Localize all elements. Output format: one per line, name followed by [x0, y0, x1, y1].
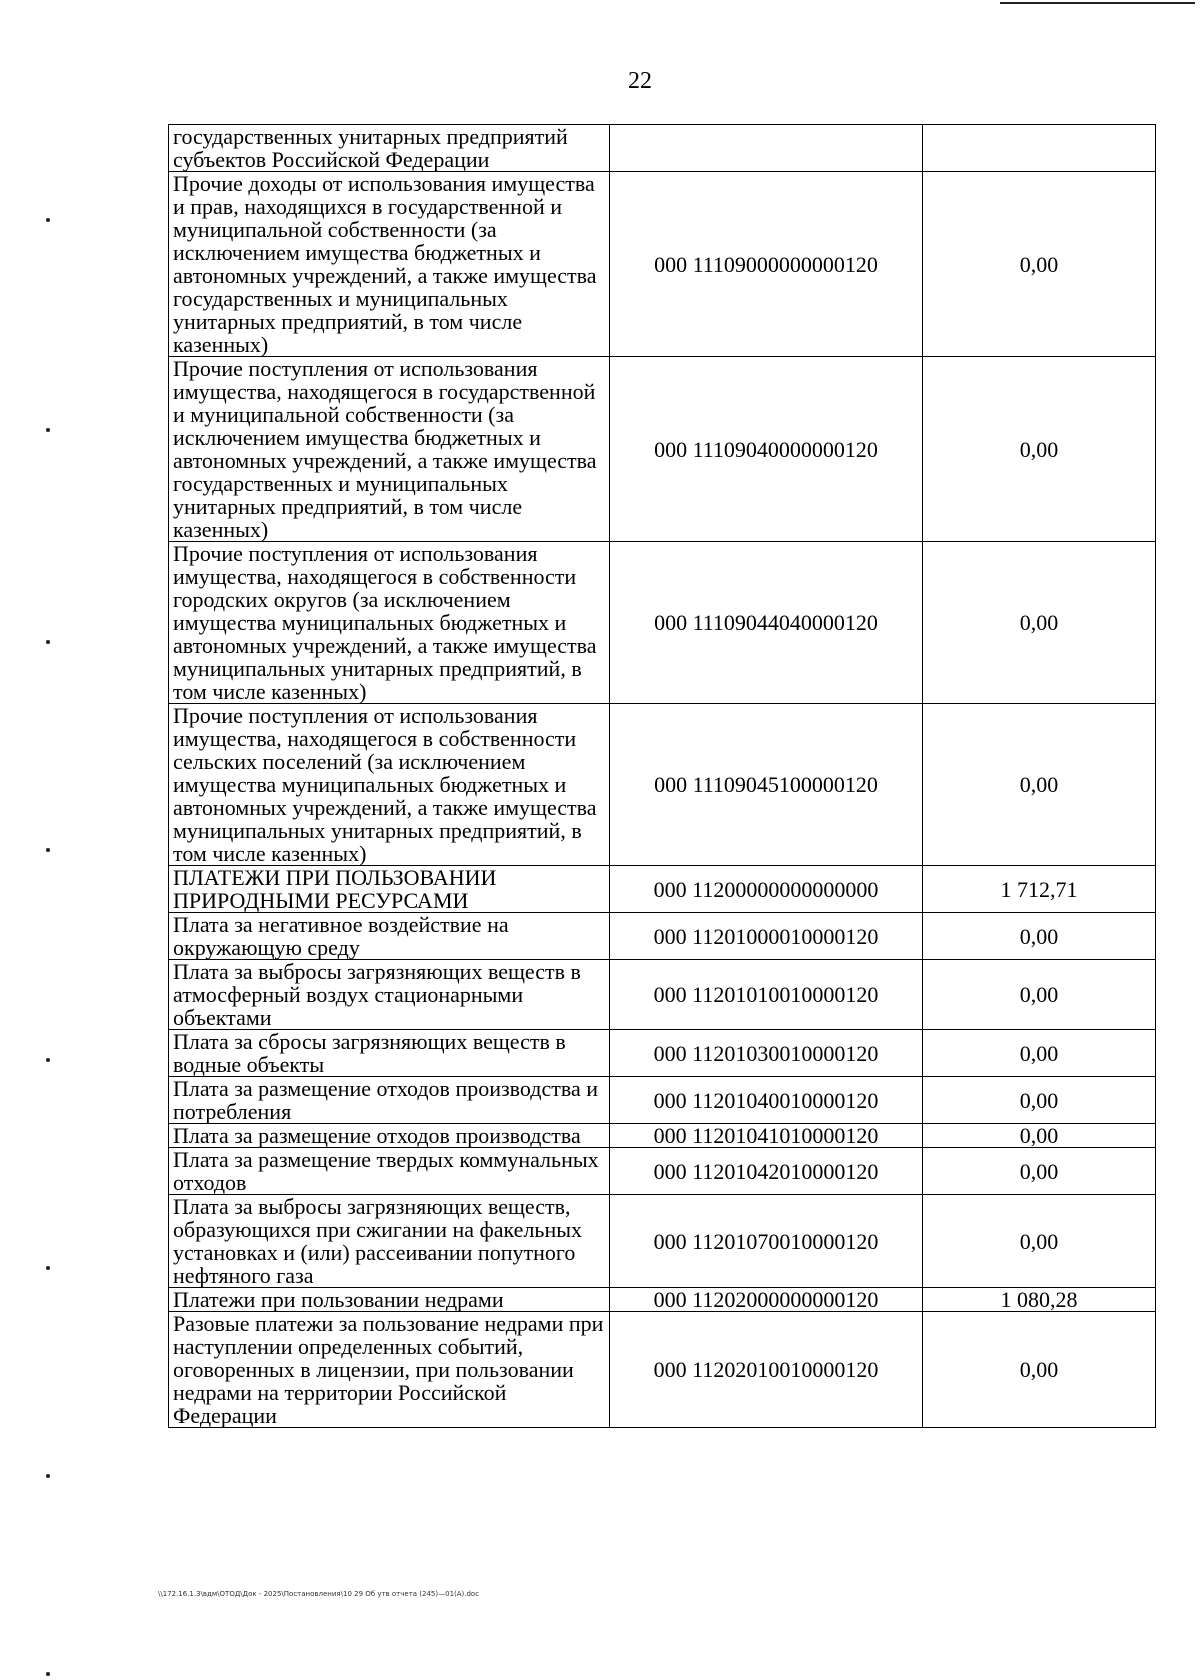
margin-speck — [46, 218, 50, 222]
row-name-cell: Плата за негативное воздействие на окружающую среду — [169, 913, 610, 960]
row-value-cell: 0,00 — [923, 1312, 1156, 1428]
margin-speck — [46, 1672, 50, 1676]
row-name-cell: Прочие доходы от использования имущества и прав, находящихся в государственной и муниципальной собственности (за исключением имущества бюджетных и автономных учреждений, а также имущества государственных и муниципальных унитарных предприятий, в том числе казенных) — [169, 172, 610, 357]
row-code-cell: 000 11202010010000120 — [610, 1312, 923, 1428]
row-value-cell: 0,00 — [923, 1077, 1156, 1124]
table-row — [169, 357, 1156, 542]
row-code-cell — [610, 125, 923, 172]
row-name-cell: Прочие поступления от использования имущества, находящегося в государственной и муниципальной собственности (за исключением имущества бюджетных и автономных учреждений, а также имущества государственных и муниципальных унитарных предприятий, в том числе казенных) — [169, 357, 610, 542]
margin-speck — [46, 1058, 50, 1062]
table-row — [169, 913, 1156, 960]
row-code-cell: 000 11201040010000120 — [610, 1077, 923, 1124]
table-row — [169, 1077, 1156, 1124]
row-value-cell: 1 080,28 — [923, 1288, 1156, 1312]
revenue-table-body — [169, 125, 1156, 1428]
row-value-cell: 0,00 — [923, 1030, 1156, 1077]
row-value-cell: 0,00 — [923, 1124, 1156, 1148]
row-code-cell: 000 11201000010000120 — [610, 913, 923, 960]
row-value-cell: 0,00 — [923, 1195, 1156, 1288]
row-code-cell: 000 11201042010000120 — [610, 1148, 923, 1195]
margin-speck — [46, 848, 50, 852]
row-name-cell: Плата за размещение отходов производства — [169, 1124, 610, 1148]
row-value-cell — [923, 125, 1156, 172]
row-name-cell: Плата за выбросы загрязняющих веществ, образующихся при сжигании на факельных установках и (или) рассеивании попутного нефтяного газа — [169, 1195, 610, 1288]
table-row — [169, 125, 1156, 172]
page-number: 22 — [628, 68, 652, 94]
table-row — [169, 1195, 1156, 1288]
row-code-cell: 000 11200000000000000 — [610, 866, 923, 913]
row-value-cell: 0,00 — [923, 704, 1156, 866]
revenue-table — [168, 124, 1156, 1428]
row-name-cell: ПЛАТЕЖИ ПРИ ПОЛЬЗОВАНИИ ПРИРОДНЫМИ РЕСУРСАМИ — [169, 866, 610, 913]
row-value-cell: 0,00 — [923, 172, 1156, 357]
table-row — [169, 172, 1156, 357]
row-value-cell: 0,00 — [923, 357, 1156, 542]
row-code-cell: 000 11202000000000120 — [610, 1288, 923, 1312]
margin-speck — [46, 640, 50, 644]
row-name-cell: государственных унитарных предприятий субъектов Российской Федерации — [169, 125, 610, 172]
row-value-cell: 0,00 — [923, 960, 1156, 1030]
file-path-footer: \\172.16.1.3\вдм\ОТОД\Док - 2025\Постановления\10 29 Об утв отчета (245)—01(А).doc — [158, 1590, 480, 1598]
table-row — [169, 704, 1156, 866]
row-value-cell: 0,00 — [923, 1148, 1156, 1195]
row-value-cell: 1 712,71 — [923, 866, 1156, 913]
margin-speck — [46, 1474, 50, 1478]
table-row — [169, 866, 1156, 913]
row-name-cell: Платежи при пользовании недрами — [169, 1288, 610, 1312]
row-name-cell: Прочие поступления от использования имущества, находящегося в собственности сельских поселений (за исключением имущества муниципальных бюджетных и автономных учреждений, а также имущества муниципальных унитарных предприятий, в том числе казенных) — [169, 704, 610, 866]
row-name-cell: Прочие поступления от использования имущества, находящегося в собственности городских округов (за исключением имущества муниципальных бюджетных и автономных учреждений, а также имущества муниципальных унитарных предприятий, в том числе казенных) — [169, 542, 610, 704]
row-name-cell: Разовые платежи за пользование недрами при наступлении определенных событий, оговоренных в лицензии, при пользовании недрами на территории Российской Федерации — [169, 1312, 610, 1428]
row-code-cell: 000 11201041010000120 — [610, 1124, 923, 1148]
table-row — [169, 960, 1156, 1030]
row-name-cell: Плата за сбросы загрязняющих веществ в водные объекты — [169, 1030, 610, 1077]
row-value-cell: 0,00 — [923, 542, 1156, 704]
table-row — [169, 1148, 1156, 1195]
row-name-cell: Плата за размещение отходов производства и потребления — [169, 1077, 610, 1124]
table-row — [169, 1124, 1156, 1148]
row-name-cell: Плата за размещение твердых коммунальных отходов — [169, 1148, 610, 1195]
margin-speck — [46, 428, 50, 432]
table-row — [169, 542, 1156, 704]
row-name-cell: Плата за выбросы загрязняющих веществ в атмосферный воздух стационарными объектами — [169, 960, 610, 1030]
row-code-cell: 000 11201030010000120 — [610, 1030, 923, 1077]
table-row — [169, 1030, 1156, 1077]
table-row — [169, 1288, 1156, 1312]
top-edge-rule — [1000, 2, 1195, 4]
row-code-cell: 000 11201010010000120 — [610, 960, 923, 1030]
margin-speck — [46, 1266, 50, 1270]
row-code-cell: 000 11109045100000120 — [610, 704, 923, 866]
row-code-cell: 000 11109044040000120 — [610, 542, 923, 704]
table-row — [169, 1312, 1156, 1428]
row-code-cell: 000 11109000000000120 — [610, 172, 923, 357]
row-code-cell: 000 11109040000000120 — [610, 357, 923, 542]
row-code-cell: 000 11201070010000120 — [610, 1195, 923, 1288]
row-value-cell: 0,00 — [923, 913, 1156, 960]
